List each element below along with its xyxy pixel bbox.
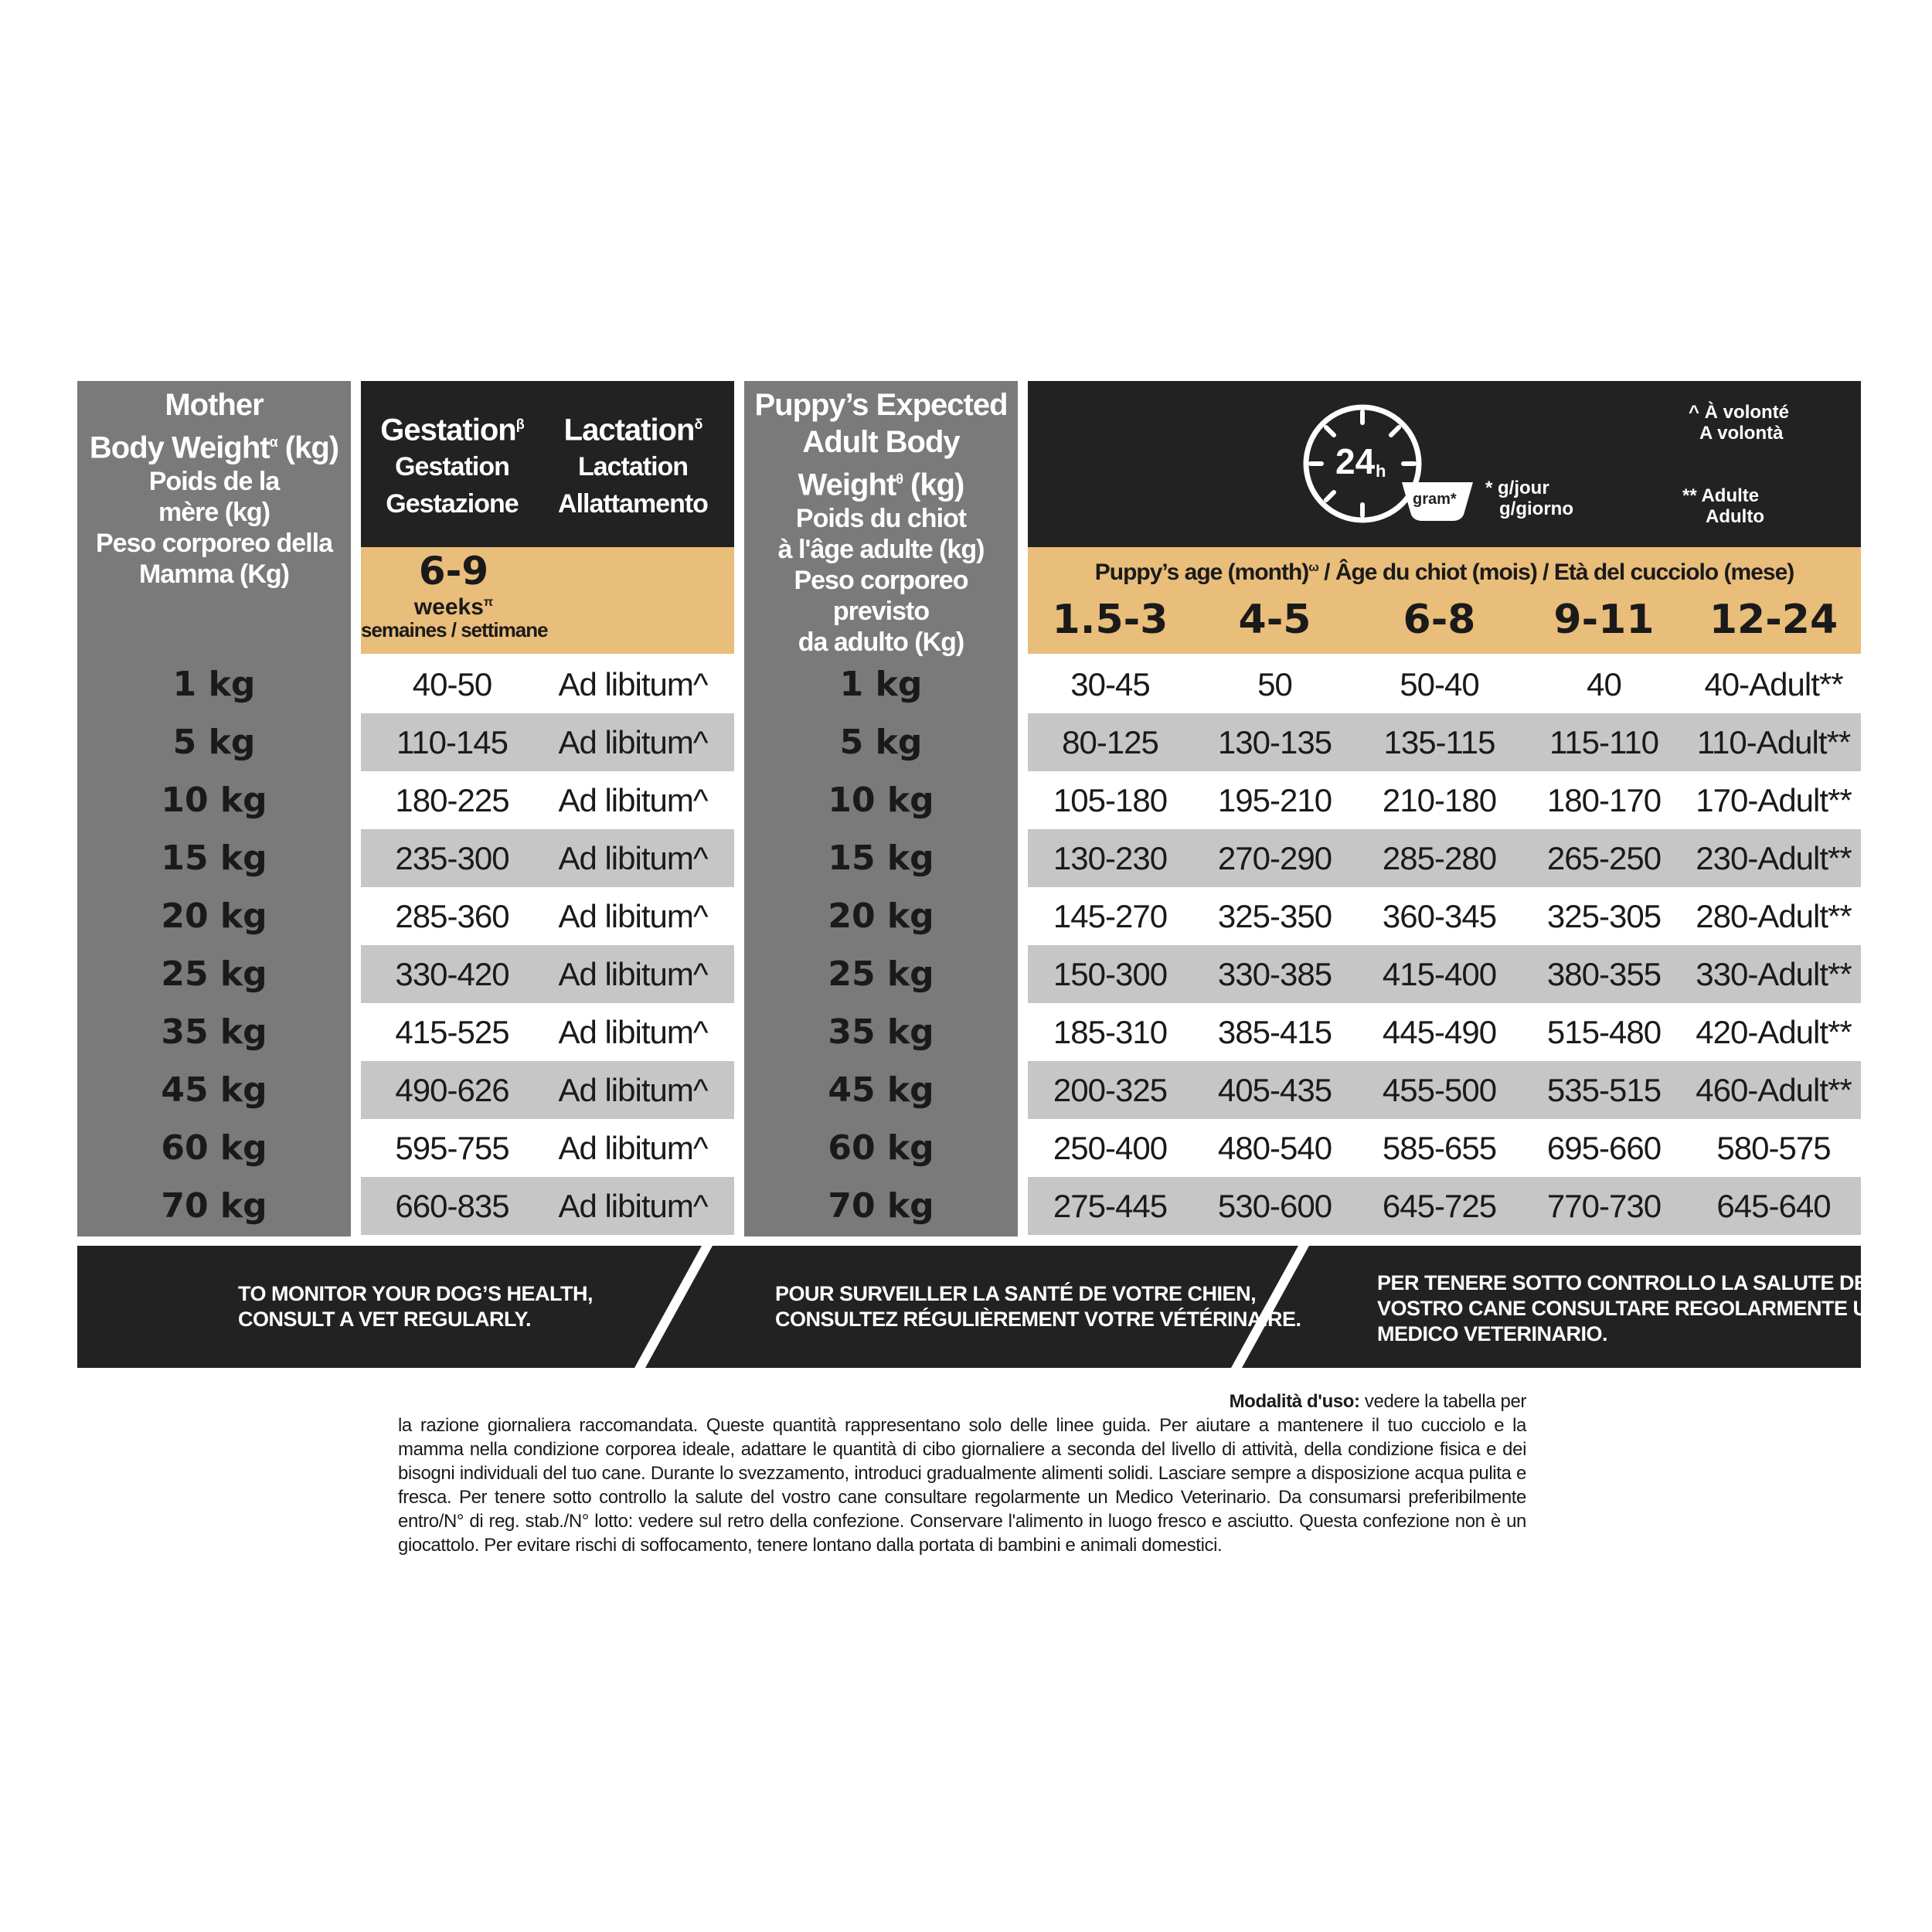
gestation-value: 235-300	[395, 839, 509, 876]
puppy-weight-row	[744, 829, 1018, 887]
age-col-3: 6-8	[1403, 597, 1476, 643]
puppy-ration-row	[1028, 1119, 1861, 1177]
gestation-lactation-row	[361, 829, 734, 887]
mother-title-line2: Body Weight	[89, 430, 270, 465]
puppy-title-sup: θ	[896, 471, 903, 487]
puppy-ration-value: 180-170	[1546, 781, 1662, 818]
puppy-ration-value: 455-500	[1382, 1071, 1497, 1108]
gestation-lactation-row	[361, 1119, 734, 1177]
weeks-sup: π	[483, 596, 494, 609]
mother-weight-row	[77, 1061, 351, 1119]
puppy-ration-value: 460-Adult**	[1696, 1071, 1852, 1108]
age-col-5: 12-24	[1709, 597, 1838, 643]
puppy-ration-value: 250-400	[1053, 1129, 1168, 1166]
lactation-title: Lactation	[563, 413, 695, 447]
puppy-title-unit: (kg)	[902, 468, 964, 502]
lactation-value: Ad libitum^	[558, 1187, 708, 1224]
puppy-ration-value: 50-40	[1400, 665, 1479, 702]
weeks-fr-it: semaines / settimane	[361, 618, 548, 641]
mother-weight-row	[77, 771, 351, 829]
banner-en-line1: TO MONITOR YOUR DOG’S HEALTH,	[238, 1282, 594, 1305]
puppy-ration-value: 445-490	[1382, 1013, 1497, 1050]
mother-it-line2: Mamma (Kg)	[138, 560, 290, 590]
usage-instructions	[398, 1389, 1526, 1557]
puppy-ration-value: 40	[1587, 665, 1621, 702]
puppy-ration-value: 330-385	[1217, 955, 1332, 992]
usage-body: la razione giornaliera raccomandata. Queste quantità rappresentano solo delle linee guida. Per aiutare a mantenere il tuo cucciolo e la mamma nella condizione corporea ideale, adattare le quantità di cibo giornaliere a seconda del livello di attività, della condizione fisica e dei bisogni individuali del tuo cane. Durante lo svezzamento, introduci gradualmente alimenti solidi. Lasciare sempre a disposizione acqua pulita e fresca. Per tenere sotto controllo la salute del vostro cane consultare regolarmente un Medico Veterinario. Da consumarsi preferibilmente entro/N° di reg. stab./N° lotto: vedere sul retro della confezione. Conservare l'alimento in luogo fresco e asciutto. Questa confezione non è un giocattolo. Per evitare rischi di soffocamento, tenere lontano dalla portata di bambini e animali domestici.	[398, 1415, 1526, 1556]
puppy-ration-value: 480-540	[1217, 1129, 1332, 1166]
puppy-ration-value: 405-435	[1217, 1071, 1332, 1108]
banner-it-line3: MEDICO VETERINARIO.	[1377, 1322, 1608, 1345]
puppy-ration-row	[1028, 829, 1861, 887]
per-day-note	[1485, 478, 1573, 519]
puppy-weight-row	[744, 1061, 1018, 1119]
gestation-it: Gestazione	[386, 489, 519, 519]
banner-en-line2: CONSULT A VET REGULARLY.	[238, 1308, 532, 1331]
puppy-fr-line1: Poids du chiot	[795, 504, 967, 534]
puppy-ration-value: 115-110	[1549, 723, 1658, 760]
mother-weight-row	[77, 887, 351, 945]
puppy-ration-value: 145-270	[1053, 897, 1168, 934]
mother-it-line1: Peso corporeo della	[96, 529, 332, 559]
puppy-ration-value: 280-Adult**	[1696, 897, 1852, 934]
banner-it-line2: VOSTRO CANE CONSULTARE REGOLARMENTE UN	[1377, 1297, 1883, 1320]
lactation-value: Ad libitum^	[558, 723, 708, 760]
puppy-ration-value: 515-480	[1546, 1013, 1662, 1050]
puppy-weight-value: 45 kg	[828, 1070, 934, 1110]
puppy-ration-value: 380-355	[1546, 955, 1662, 992]
puppy-weight-row	[744, 771, 1018, 829]
mother-weight-row	[77, 945, 351, 1003]
puppy-ration-value: 50	[1257, 665, 1292, 702]
banner-en	[238, 1281, 593, 1332]
puppy-ration-row	[1028, 1061, 1861, 1119]
puppy-weight-header	[744, 386, 1018, 658]
banner-fr-line1: POUR SURVEILLER LA SANTÉ DE VOTRE CHIEN,	[775, 1282, 1257, 1305]
mother-weight-value: 10 kg	[161, 781, 267, 820]
puppy-weight-value: 5 kg	[839, 723, 923, 762]
puppy-ration-value: 580-575	[1716, 1129, 1831, 1166]
puppy-ration-value: 195-210	[1217, 781, 1332, 818]
age-header-en: Puppy’s age (month)	[1094, 560, 1309, 585]
age-col-4: 9-11	[1553, 597, 1655, 643]
puppy-ration-value: 80-125	[1062, 723, 1158, 760]
lactation-value: Ad libitum^	[558, 897, 708, 934]
puppy-ration-row	[1028, 887, 1861, 945]
mother-weight-row	[77, 1177, 351, 1235]
puppy-ration-value: 275-445	[1053, 1187, 1168, 1224]
puppy-ration-value: 170-Adult**	[1696, 781, 1852, 818]
puppy-ration-row	[1028, 655, 1861, 713]
puppy-ration-value: 230-Adult**	[1696, 839, 1852, 876]
gestation-value: 660-835	[395, 1187, 509, 1224]
gestation-value: 110-145	[396, 723, 509, 760]
lactation-value: Ad libitum^	[558, 665, 708, 702]
puppy-weight-row	[744, 655, 1018, 713]
puppy-ration-value: 150-300	[1053, 955, 1168, 992]
puppy-ration-value: 130-135	[1217, 723, 1332, 760]
puppy-weight-value: 10 kg	[828, 781, 934, 820]
puppy-weight-row	[744, 713, 1018, 771]
per-day-it: g/giorno	[1499, 498, 1573, 519]
puppy-ration-value: 40-Adult**	[1704, 665, 1843, 702]
clock-label: 24	[1335, 441, 1376, 481]
mother-title-sup: α	[269, 434, 277, 450]
puppy-ration-row	[1028, 713, 1861, 771]
puppy-ration-value: 200-325	[1053, 1071, 1168, 1108]
mother-title-unit: (kg)	[277, 430, 339, 465]
mother-weight-row	[77, 655, 351, 713]
puppy-ration-value: 130-230	[1053, 839, 1168, 876]
lactation-fr: Lactation	[577, 452, 689, 482]
adult-note	[1682, 485, 1764, 527]
mother-weight-row	[77, 1119, 351, 1177]
gestation-lactation-row	[361, 945, 734, 1003]
puppy-weight-value: 20 kg	[828, 896, 934, 936]
lactation-header	[543, 406, 723, 519]
mother-weight-row	[77, 713, 351, 771]
mother-weight-value: 45 kg	[161, 1070, 267, 1110]
gestation-value: 330-420	[395, 955, 509, 992]
lactation-value: Ad libitum^	[558, 1071, 708, 1108]
puppy-weight-row	[744, 1177, 1018, 1235]
gestation-value: 40-50	[412, 665, 492, 702]
mother-title-line1: Mother	[165, 388, 264, 422]
puppy-weight-value: 70 kg	[828, 1186, 934, 1226]
mother-weight-row	[77, 1003, 351, 1061]
banner-it-line1: PER TENERE SOTTO CONTROLLO LA SALUTE DEL	[1377, 1271, 1880, 1294]
puppy-ration-value: 210-180	[1382, 781, 1497, 818]
puppy-ration-value: 585-655	[1382, 1129, 1497, 1166]
gestation-fr: Gestation	[395, 452, 509, 482]
per-day-fr: * g/jour	[1485, 478, 1549, 498]
puppy-ration-value: 645-725	[1382, 1187, 1497, 1224]
gestation-header	[361, 406, 543, 519]
puppy-weight-value: 15 kg	[828, 838, 934, 878]
lactation-value: Ad libitum^	[558, 781, 708, 818]
puppy-weight-value: 1 kg	[839, 665, 923, 704]
banner-fr	[775, 1281, 1301, 1332]
gestation-lactation-row	[361, 1061, 734, 1119]
mother-weight-row	[77, 829, 351, 887]
puppy-ration-value: 535-515	[1546, 1071, 1662, 1108]
lactation-it: Allattamento	[558, 489, 708, 519]
mother-weight-header	[77, 386, 351, 590]
puppy-weight-value: 25 kg	[828, 954, 934, 994]
volonte-fr: ^ À volonté	[1689, 402, 1790, 423]
weeks-label	[361, 550, 546, 618]
puppy-ration-value: 105-180	[1053, 781, 1168, 818]
puppy-ration-row	[1028, 1177, 1861, 1235]
puppy-title-line3: Weight	[798, 468, 896, 502]
puppy-weight-row	[744, 887, 1018, 945]
puppy-ration-value: 770-730	[1546, 1187, 1662, 1224]
gestation-lactation-row	[361, 655, 734, 713]
lactation-sup: δ	[694, 417, 702, 432]
gram-label: gram*	[1413, 491, 1457, 508]
gestation-lactation-row	[361, 1003, 734, 1061]
gestation-lactation-row	[361, 771, 734, 829]
puppy-fr-line2: à l'âge adulte (kg)	[777, 535, 985, 565]
usage-lead: vedere la tabella per	[1359, 1391, 1526, 1412]
puppy-ration-value: 420-Adult**	[1696, 1013, 1852, 1050]
gestation-value: 180-225	[395, 781, 509, 818]
puppy-ration-value: 360-345	[1382, 897, 1497, 934]
puppy-ration-value: 385-415	[1217, 1013, 1332, 1050]
mother-weight-value: 20 kg	[161, 896, 267, 936]
lactation-value: Ad libitum^	[558, 1013, 708, 1050]
puppy-ration-value: 645-640	[1716, 1187, 1831, 1224]
puppy-ration-value: 270-290	[1217, 839, 1332, 876]
puppy-ration-value: 530-600	[1217, 1187, 1332, 1224]
age-col-1: 1.5-3	[1052, 597, 1168, 643]
puppy-ration-row	[1028, 945, 1861, 1003]
lactation-value: Ad libitum^	[558, 955, 708, 992]
gestation-lactation-row	[361, 887, 734, 945]
puppy-ration-row	[1028, 1003, 1861, 1061]
mother-weight-value: 60 kg	[161, 1128, 267, 1168]
puppy-title-line1: Puppy’s Expected	[754, 388, 1008, 422]
puppy-weight-row	[744, 1119, 1018, 1177]
gestation-value: 415-525	[395, 1013, 509, 1050]
puppy-ration-value: 285-280	[1382, 839, 1497, 876]
puppy-ration-value: 415-400	[1382, 955, 1497, 992]
age-header-sup: ω	[1308, 561, 1318, 574]
gestation-lactation-row	[361, 713, 734, 771]
puppy-weight-value: 60 kg	[828, 1128, 934, 1168]
mother-weight-value: 15 kg	[161, 838, 267, 878]
puppy-ration-value: 185-310	[1053, 1013, 1168, 1050]
gestation-title: Gestation	[380, 413, 516, 447]
puppy-weight-row	[744, 945, 1018, 1003]
mother-fr-line2: mère (kg)	[158, 498, 270, 528]
volonte-it: A volontà	[1699, 423, 1784, 444]
weeks-word: weeks	[413, 594, 484, 620]
mother-weight-value: 5 kg	[172, 723, 256, 762]
gestation-value: 490-626	[395, 1071, 509, 1108]
mother-weight-value: 70 kg	[161, 1186, 267, 1226]
puppy-ration-value: 265-250	[1546, 839, 1662, 876]
adult-fr: ** Adulte	[1682, 485, 1760, 506]
puppy-it-line2: da adulto (Kg)	[798, 628, 964, 658]
puppy-ration-value: 30-45	[1070, 665, 1150, 702]
puppy-ration-value: 135-115	[1383, 723, 1495, 760]
lactation-value: Ad libitum^	[558, 1129, 708, 1166]
lactation-value: Ad libitum^	[558, 839, 708, 876]
gestation-value: 285-360	[395, 897, 509, 934]
puppy-weight-value: 35 kg	[828, 1012, 934, 1052]
puppy-ration-value: 325-350	[1217, 897, 1332, 934]
age-header-fr-it: / Âge du chiot (mois) / Età del cucciolo (mese)	[1318, 560, 1794, 585]
puppy-weight-row	[744, 1003, 1018, 1061]
age-header-text	[1028, 560, 1861, 586]
age-col-2: 4-5	[1238, 597, 1311, 643]
adult-it: Adulto	[1706, 506, 1764, 527]
ad-libitum-note	[1689, 402, 1789, 444]
gestation-sup: β	[515, 417, 524, 432]
mother-weight-value: 25 kg	[161, 954, 267, 994]
banner-fr-line2: CONSULTEZ RÉGULIÈREMENT VOTRE VÉTÉRINAIRE.	[775, 1308, 1301, 1331]
puppy-ration-value: 325-305	[1546, 897, 1662, 934]
clock-unit: h	[1376, 461, 1386, 481]
puppy-ration-row	[1028, 771, 1861, 829]
banner-it	[1377, 1270, 1883, 1347]
mother-weight-value: 35 kg	[161, 1012, 267, 1052]
usage-heading: Modalità d'uso:	[1229, 1391, 1360, 1412]
mother-fr-line1: Poids de la	[148, 467, 280, 497]
puppy-it-line1: Peso corporeo previsto	[794, 566, 968, 627]
puppy-ration-value: 695-660	[1546, 1129, 1662, 1166]
puppy-ration-value: 110-Adult**	[1696, 723, 1851, 760]
gestation-lactation-row	[361, 1177, 734, 1235]
food-bowl-icon	[1399, 478, 1476, 524]
puppy-ration-value: 330-Adult**	[1696, 955, 1852, 992]
gestation-value: 595-755	[395, 1129, 509, 1166]
puppy-title-line2: Adult Body	[802, 425, 960, 459]
age-columns	[1028, 597, 1861, 648]
weeks-range: 6-9	[418, 549, 489, 594]
mother-weight-value: 1 kg	[172, 665, 256, 704]
